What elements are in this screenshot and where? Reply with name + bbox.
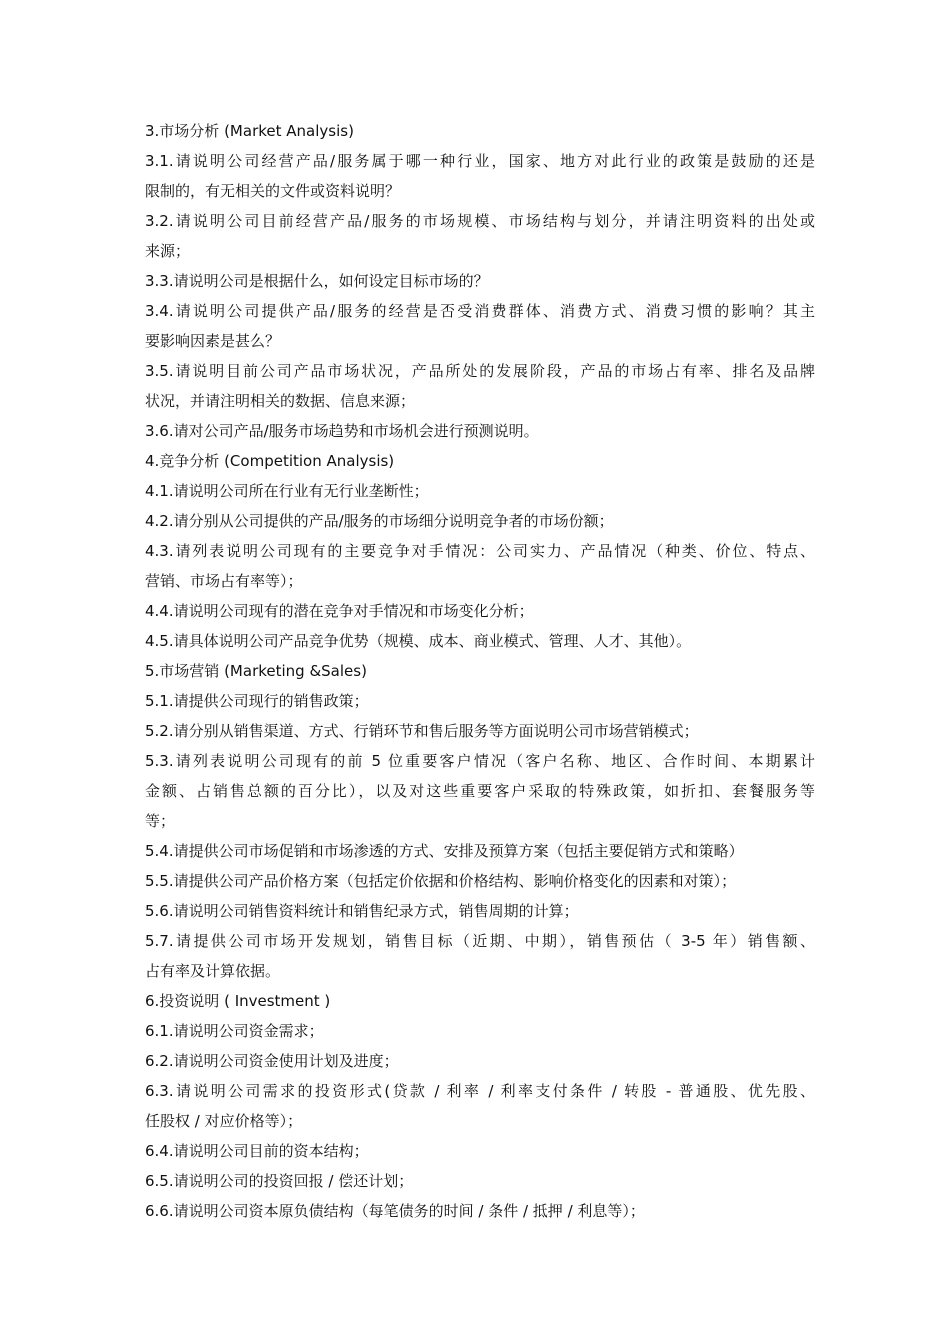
paragraph-line: 金额、占销售总额的百分比），以及对这些重要客户采取的特殊政策，如折扣、套餐服务等: [145, 782, 815, 800]
paragraph-line: 6.6.请说明公司资本原负债结构（每笔债务的时间 / 条件 / 抵押 / 利息等）；: [145, 1202, 645, 1220]
paragraph-line: 任股权 / 对应价格等）；: [145, 1112, 303, 1130]
paragraph-line: 4.4.请说明公司现有的潜在竞争对手情况和市场变化分析；: [145, 602, 534, 620]
paragraph-line: 3.6.请对公司产品/服务市场趋势和市场机会进行预测说明。: [145, 422, 539, 440]
paragraph-line: 营销、市场占有率等）；: [145, 572, 303, 590]
document-body: [145, 116, 815, 1226]
paragraph-line: 5.6.请说明公司销售资料统计和销售纪录方式，销售周期的计算；: [145, 902, 579, 920]
paragraph-line: 要影响因素是甚么？: [145, 332, 281, 350]
paragraph-line: 3.1.请说明公司经营产品/服务属于哪一种行业，国家、地方对此行业的政策是鼓励的还是: [145, 152, 815, 170]
paragraph-line: 4.1.请说明公司所在行业有无行业垄断性；: [145, 482, 429, 500]
paragraph-line: 状况，并请注明相关的数据、信息来源；: [145, 392, 416, 410]
section-heading-competition-analysis: 4.竞争分析 (Competition Analysis): [145, 452, 395, 470]
paragraph-line: 6.5.请说明公司的投资回报 / 偿还计划；: [145, 1172, 414, 1190]
paragraph-line: 等；: [145, 812, 176, 830]
paragraph-line: 5.1.请提供公司现行的销售政策；: [145, 692, 369, 710]
paragraph-line: 3.5.请说明目前公司产品市场状况，产品所处的发展阶段，产品的市场占有率、排名及品牌: [145, 362, 815, 380]
section-heading-investment: 6.投资说明 ( Investment ): [145, 992, 331, 1010]
paragraph-line: 3.3.请说明公司是根据什么，如何设定目标市场的？: [145, 272, 489, 290]
paragraph-line: 3.4.请说明公司提供产品/服务的经营是否受消费群体、消费方式、消费习惯的影响？其主: [145, 302, 815, 320]
paragraph-line: 4.2.请分别从公司提供的产品/服务的市场细分说明竞争者的市场份额；: [145, 512, 614, 530]
section-heading-marketing-sales: 5.市场营销 (Marketing &Sales): [145, 662, 367, 680]
paragraph-line: 限制的，有无相关的文件或资料说明？: [145, 182, 401, 200]
paragraph-line: 5.5.请提供公司产品价格方案（包括定价依据和价格结构、影响价格变化的因素和对策）；: [145, 872, 737, 890]
section-heading-market-analysis: 3.市场分析 (Market Analysis): [145, 122, 354, 140]
paragraph-line: 5.4.请提供公司市场促销和市场渗透的方式、安排及预算方案（包括主要促销方式和策略）: [145, 842, 744, 860]
paragraph-line: 来源；: [145, 242, 191, 260]
paragraph-line: 6.2.请说明公司资金使用计划及进度；: [145, 1052, 399, 1070]
paragraph-line: 3.2.请说明公司目前经营产品/服务的市场规模、市场结构与划分，并请注明资料的出处或: [145, 212, 815, 230]
paragraph-line: 5.2.请分别从销售渠道、方式、行销环节和售后服务等方面说明公司市场营销模式；: [145, 722, 699, 740]
paragraph-line: 占有率及计算依据。: [145, 962, 281, 980]
paragraph-line: 6.4.请说明公司目前的资本结构；: [145, 1142, 369, 1160]
paragraph-line: 6.3.请说明公司需求的投资形式(贷款 / 利率 / 利率支付条件 / 转股 - 普通股、优先股、: [145, 1082, 815, 1100]
paragraph-line: 5.7.请提供公司市场开发规划，销售目标（近期、中期），销售预估（ 3-5 年）销售额、: [145, 932, 815, 950]
paragraph-line: 4.3.请列表说明公司现有的主要竞争对手情况：公司实力、产品情况（种类、价位、特点、: [145, 542, 815, 560]
paragraph-line: 5.3.请列表说明公司现有的前 5 位重要客户情况（客户名称、地区、合作时间、本期累计: [145, 752, 815, 770]
paragraph-line: 4.5.请具体说明公司产品竞争优势（规模、成本、商业模式、管理、人才、其他）。: [145, 632, 692, 650]
paragraph-line: 6.1.请说明公司资金需求；: [145, 1022, 324, 1040]
